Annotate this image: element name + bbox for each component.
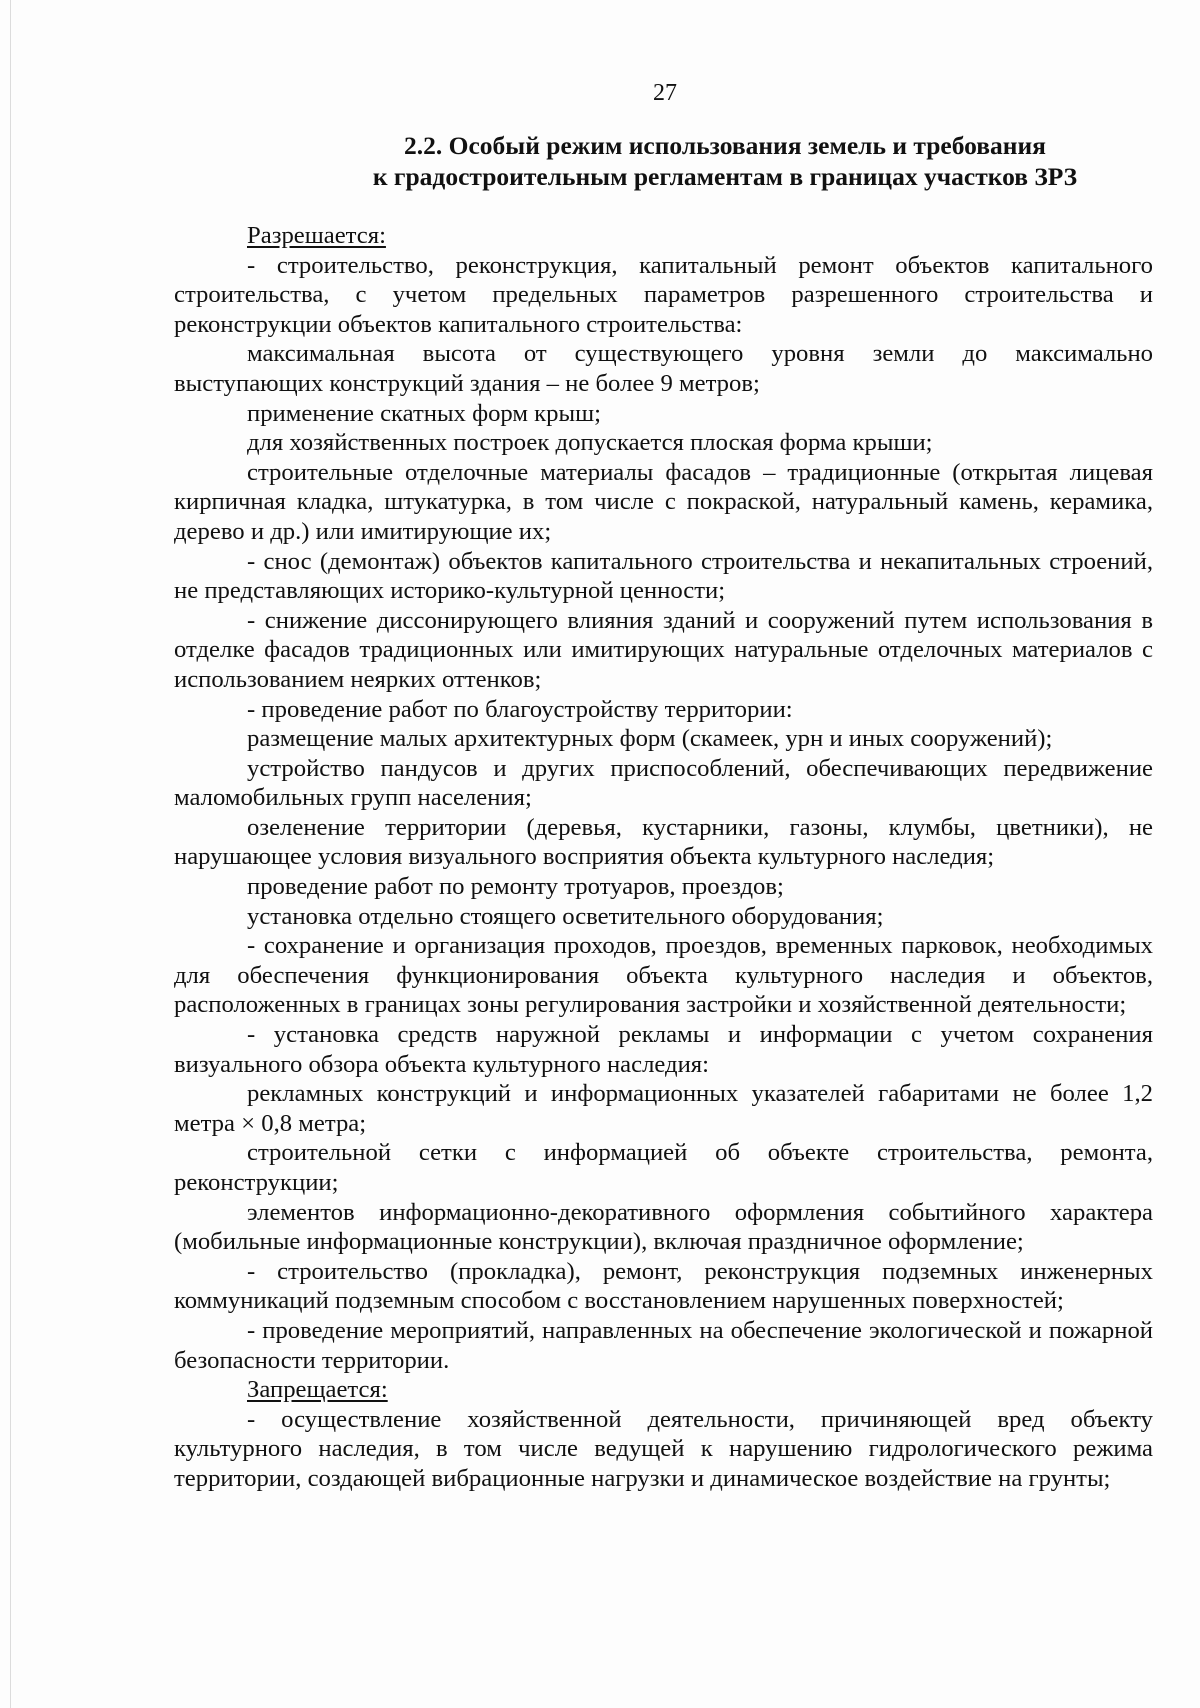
paragraph: - проведение мероприятий, направленных на обеспечение экологической и пожарной безопасности территории.: [174, 1316, 1153, 1374]
page-number: 27: [653, 80, 677, 106]
paragraph: строительные отделочные материалы фасадов – традиционные (открытая лицевая кирпичная кладка, штукатурка, в том числе с покраской, натуральный камень, керамика, дерево и др.) или имитирующие их;: [174, 458, 1153, 545]
paragraph: максимальная высота от существующего уровня земли до максимально выступающих конструкций здания – не более 9 метров;: [174, 340, 1153, 397]
paragraph: элементов информационно-декоративного оформления событийного характера (мобильные информационные конструкции), включая праздничное оформление;: [174, 1198, 1153, 1256]
section-heading-line-1: 2.2. Особый режим использования земель и требования: [404, 131, 1046, 160]
paragraph: рекламных конструкций и информационных указателей габаритами не более 1,2 метра × 0,8 метра;: [174, 1080, 1153, 1137]
section-heading: [300, 130, 1150, 192]
paragraph: устройство пандусов и других приспособлений, обеспечивающих передвижение маломобильных групп населения;: [174, 754, 1153, 812]
body-text: [174, 221, 1153, 1494]
paragraph: - снос (демонтаж) объектов капитального строительства и некапитальных строений, не представляющих историко-культурной ценности;: [174, 547, 1153, 605]
paragraph: - осуществление хозяйственной деятельности, причиняющей вред объекту культурного наследия, в том числе ведущей к нарушению гидрологического режима территории, создающей вибрационные нагрузки и динамическое воздействие на грунты;: [174, 1405, 1153, 1492]
subsection-label-text: Разрешается:: [247, 222, 386, 249]
paragraph: для хозяйственных построек допускается плоская форма крыши;: [247, 429, 933, 457]
paragraph: проведение работ по ремонту тротуаров, проездов;: [247, 873, 784, 901]
scan-edge-line: [10, 0, 11, 1708]
paragraph: - проведение работ по благоустройству территории:: [247, 695, 793, 723]
subsection-label: [174, 221, 1153, 251]
paragraph: - установка средств наружной рекламы и информации с учетом сохранения визуального обзора объекта культурного наследия:: [174, 1021, 1153, 1078]
paragraph: - сохранение и организация проходов, проездов, временных парковок, необходимых для обеспечения функционирования объекта культурного наследия и объектов, расположенных в границах зоны регулирования застройки и хозяйственной деятельности;: [174, 932, 1153, 1019]
paragraph: установка отдельно стоящего осветительного оборудования;: [247, 902, 884, 930]
subsection-label-text: Запрещается:: [247, 1376, 388, 1404]
paragraph: - строительство (прокладка), ремонт, реконструкция подземных инженерных коммуникаций подземным способом с восстановлением нарушенных поверхностей;: [174, 1257, 1153, 1315]
paragraph: строительной сетки с информацией об объекте строительства, ремонта, реконструкции;: [174, 1139, 1153, 1196]
paragraph: применение скатных форм крыш;: [247, 399, 601, 427]
section-heading-line-2: к градостроительным регламентам в границах участков ЗРЗ: [372, 162, 1078, 191]
subsection-label: [174, 1375, 1153, 1405]
paragraph: озеленение территории (деревья, кустарники, газоны, клумбы, цветники), не нарушающее условия визуального восприятия объекта культурного наследия;: [174, 813, 1153, 871]
paragraph: - строительство, реконструкция, капитальный ремонт объектов капитального строительства, с учетом предельных параметров разрешенного строительства и реконструкции объектов капитального строительства:: [174, 251, 1153, 338]
paragraph: размещение малых архитектурных форм (скамеек, урн и иных сооружений);: [247, 725, 1053, 753]
paragraph: - снижение диссонирующего влияния зданий и сооружений путем использования в отделке фасадов традиционных или имитирующих натуральные отделочных материалов с использованием неярких оттенков;: [174, 606, 1153, 693]
